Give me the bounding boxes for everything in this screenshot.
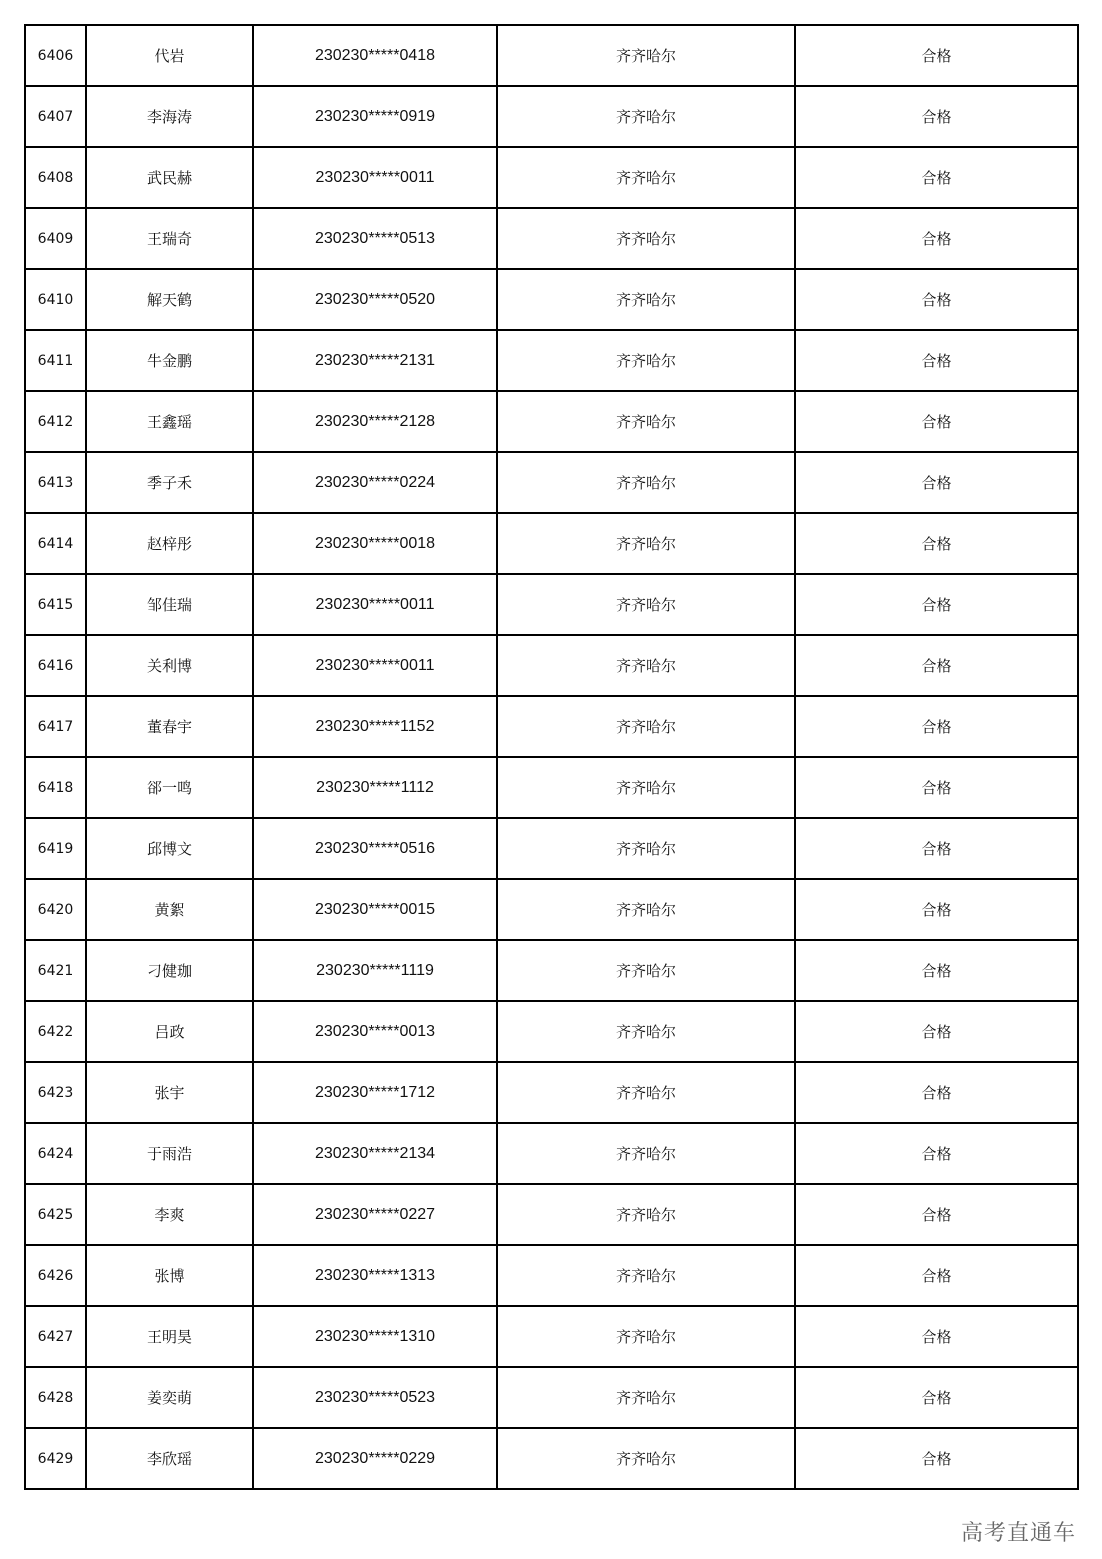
cell-serial-number: 6406 <box>25 25 86 86</box>
cell-region: 齐齐哈尔 <box>497 269 795 330</box>
cell-serial-number: 6411 <box>25 330 86 391</box>
cell-id-number: 230230*****2131 <box>253 330 497 391</box>
table-row <box>25 25 1078 86</box>
cell-serial-number: 6410 <box>25 269 86 330</box>
cell-region: 齐齐哈尔 <box>497 1428 795 1489</box>
cell-result: 合格 <box>795 208 1078 269</box>
cell-serial-number: 6415 <box>25 574 86 635</box>
cell-result: 合格 <box>795 818 1078 879</box>
cell-result: 合格 <box>795 574 1078 635</box>
cell-serial-number: 6427 <box>25 1306 86 1367</box>
cell-region: 齐齐哈尔 <box>497 696 795 757</box>
cell-id-number: 230230*****1152 <box>253 696 497 757</box>
cell-id-number: 230230*****0013 <box>253 1001 497 1062</box>
cell-result: 合格 <box>795 879 1078 940</box>
cell-id-number: 230230*****0520 <box>253 269 497 330</box>
cell-id-number: 230230*****0516 <box>253 818 497 879</box>
cell-name: 季子禾 <box>86 452 253 513</box>
cell-name: 王明昊 <box>86 1306 253 1367</box>
table-row <box>25 452 1078 513</box>
cell-serial-number: 6422 <box>25 1001 86 1062</box>
table-row <box>25 940 1078 1001</box>
cell-result: 合格 <box>795 452 1078 513</box>
cell-region: 齐齐哈尔 <box>497 1184 795 1245</box>
cell-id-number: 230230*****1712 <box>253 1062 497 1123</box>
table-row <box>25 1184 1078 1245</box>
cell-name: 张博 <box>86 1245 253 1306</box>
cell-name: 李爽 <box>86 1184 253 1245</box>
cell-serial-number: 6424 <box>25 1123 86 1184</box>
cell-name: 李海涛 <box>86 86 253 147</box>
cell-result: 合格 <box>795 330 1078 391</box>
cell-name: 张宇 <box>86 1062 253 1123</box>
cell-name: 于雨浩 <box>86 1123 253 1184</box>
cell-serial-number: 6420 <box>25 879 86 940</box>
cell-result: 合格 <box>795 696 1078 757</box>
cell-serial-number: 6429 <box>25 1428 86 1489</box>
table-row <box>25 513 1078 574</box>
cell-serial-number: 6426 <box>25 1245 86 1306</box>
cell-result: 合格 <box>795 1001 1078 1062</box>
cell-id-number: 230230*****0224 <box>253 452 497 513</box>
cell-name: 赵梓彤 <box>86 513 253 574</box>
cell-name: 代岩 <box>86 25 253 86</box>
cell-serial-number: 6407 <box>25 86 86 147</box>
cell-name: 吕政 <box>86 1001 253 1062</box>
cell-result: 合格 <box>795 1245 1078 1306</box>
cell-region: 齐齐哈尔 <box>497 147 795 208</box>
table-row <box>25 1367 1078 1428</box>
table-row <box>25 269 1078 330</box>
table-row <box>25 1062 1078 1123</box>
cell-region: 齐齐哈尔 <box>497 1001 795 1062</box>
cell-id-number: 230230*****0227 <box>253 1184 497 1245</box>
cell-id-number: 230230*****0015 <box>253 879 497 940</box>
cell-serial-number: 6416 <box>25 635 86 696</box>
cell-serial-number: 6421 <box>25 940 86 1001</box>
table-row <box>25 1245 1078 1306</box>
cell-id-number: 230230*****1119 <box>253 940 497 1001</box>
watermark-text: 高考直通车 <box>960 1521 1076 1546</box>
cell-result: 合格 <box>795 147 1078 208</box>
cell-region: 齐齐哈尔 <box>497 330 795 391</box>
table-row <box>25 696 1078 757</box>
table-row <box>25 1001 1078 1062</box>
cell-name: 董春宇 <box>86 696 253 757</box>
cell-name: 刁健珈 <box>86 940 253 1001</box>
cell-id-number: 230230*****0418 <box>253 25 497 86</box>
cell-name: 邱博文 <box>86 818 253 879</box>
cell-name: 李欣瑶 <box>86 1428 253 1489</box>
table-row <box>25 330 1078 391</box>
cell-id-number: 230230*****0011 <box>253 635 497 696</box>
cell-result: 合格 <box>795 1367 1078 1428</box>
cell-region: 齐齐哈尔 <box>497 574 795 635</box>
cell-serial-number: 6408 <box>25 147 86 208</box>
table-row <box>25 86 1078 147</box>
cell-region: 齐齐哈尔 <box>497 818 795 879</box>
cell-region: 齐齐哈尔 <box>497 1306 795 1367</box>
cell-result: 合格 <box>795 513 1078 574</box>
cell-id-number: 230230*****1313 <box>253 1245 497 1306</box>
cell-id-number: 230230*****0018 <box>253 513 497 574</box>
cell-name: 黄絮 <box>86 879 253 940</box>
table-row <box>25 1428 1078 1489</box>
cell-result: 合格 <box>795 25 1078 86</box>
cell-name: 武民赫 <box>86 147 253 208</box>
cell-id-number: 230230*****0011 <box>253 574 497 635</box>
cell-result: 合格 <box>795 940 1078 1001</box>
cell-id-number: 230230*****0011 <box>253 147 497 208</box>
cell-result: 合格 <box>795 635 1078 696</box>
cell-region: 齐齐哈尔 <box>497 86 795 147</box>
results-table-body <box>25 25 1078 1489</box>
cell-result: 合格 <box>795 1184 1078 1245</box>
cell-name: 邹佳瑞 <box>86 574 253 635</box>
table-row <box>25 147 1078 208</box>
cell-name: 王鑫瑶 <box>86 391 253 452</box>
cell-serial-number: 6409 <box>25 208 86 269</box>
cell-region: 齐齐哈尔 <box>497 513 795 574</box>
cell-serial-number: 6418 <box>25 757 86 818</box>
cell-result: 合格 <box>795 86 1078 147</box>
cell-id-number: 230230*****1310 <box>253 1306 497 1367</box>
cell-region: 齐齐哈尔 <box>497 1062 795 1123</box>
cell-serial-number: 6414 <box>25 513 86 574</box>
cell-id-number: 230230*****0229 <box>253 1428 497 1489</box>
cell-result: 合格 <box>795 1123 1078 1184</box>
cell-region: 齐齐哈尔 <box>497 391 795 452</box>
cell-id-number: 230230*****0523 <box>253 1367 497 1428</box>
cell-result: 合格 <box>795 269 1078 330</box>
cell-region: 齐齐哈尔 <box>497 1367 795 1428</box>
cell-name: 牛金鹏 <box>86 330 253 391</box>
table-row <box>25 1306 1078 1367</box>
cell-serial-number: 6412 <box>25 391 86 452</box>
cell-region: 齐齐哈尔 <box>497 757 795 818</box>
cell-region: 齐齐哈尔 <box>497 1123 795 1184</box>
cell-region: 齐齐哈尔 <box>497 1245 795 1306</box>
cell-name: 郤一鸣 <box>86 757 253 818</box>
cell-id-number: 230230*****0513 <box>253 208 497 269</box>
cell-id-number: 230230*****2128 <box>253 391 497 452</box>
cell-serial-number: 6419 <box>25 818 86 879</box>
cell-result: 合格 <box>795 1306 1078 1367</box>
cell-id-number: 230230*****0919 <box>253 86 497 147</box>
cell-region: 齐齐哈尔 <box>497 452 795 513</box>
table-row <box>25 879 1078 940</box>
cell-name: 王瑞奇 <box>86 208 253 269</box>
cell-serial-number: 6417 <box>25 696 86 757</box>
table-row <box>25 757 1078 818</box>
cell-id-number: 230230*****2134 <box>253 1123 497 1184</box>
cell-result: 合格 <box>795 1428 1078 1489</box>
table-row <box>25 635 1078 696</box>
cell-region: 齐齐哈尔 <box>497 635 795 696</box>
cell-result: 合格 <box>795 1062 1078 1123</box>
cell-name: 解天鹤 <box>86 269 253 330</box>
cell-name: 关利博 <box>86 635 253 696</box>
table-row <box>25 391 1078 452</box>
cell-serial-number: 6423 <box>25 1062 86 1123</box>
cell-serial-number: 6413 <box>25 452 86 513</box>
cell-region: 齐齐哈尔 <box>497 208 795 269</box>
cell-serial-number: 6425 <box>25 1184 86 1245</box>
table-row <box>25 1123 1078 1184</box>
cell-region: 齐齐哈尔 <box>497 25 795 86</box>
cell-serial-number: 6428 <box>25 1367 86 1428</box>
cell-result: 合格 <box>795 757 1078 818</box>
cell-region: 齐齐哈尔 <box>497 940 795 1001</box>
cell-id-number: 230230*****1112 <box>253 757 497 818</box>
table-row <box>25 818 1078 879</box>
results-table <box>24 24 1079 1490</box>
cell-result: 合格 <box>795 391 1078 452</box>
cell-name: 姜奕萌 <box>86 1367 253 1428</box>
table-row <box>25 208 1078 269</box>
table-row <box>25 574 1078 635</box>
cell-region: 齐齐哈尔 <box>497 879 795 940</box>
